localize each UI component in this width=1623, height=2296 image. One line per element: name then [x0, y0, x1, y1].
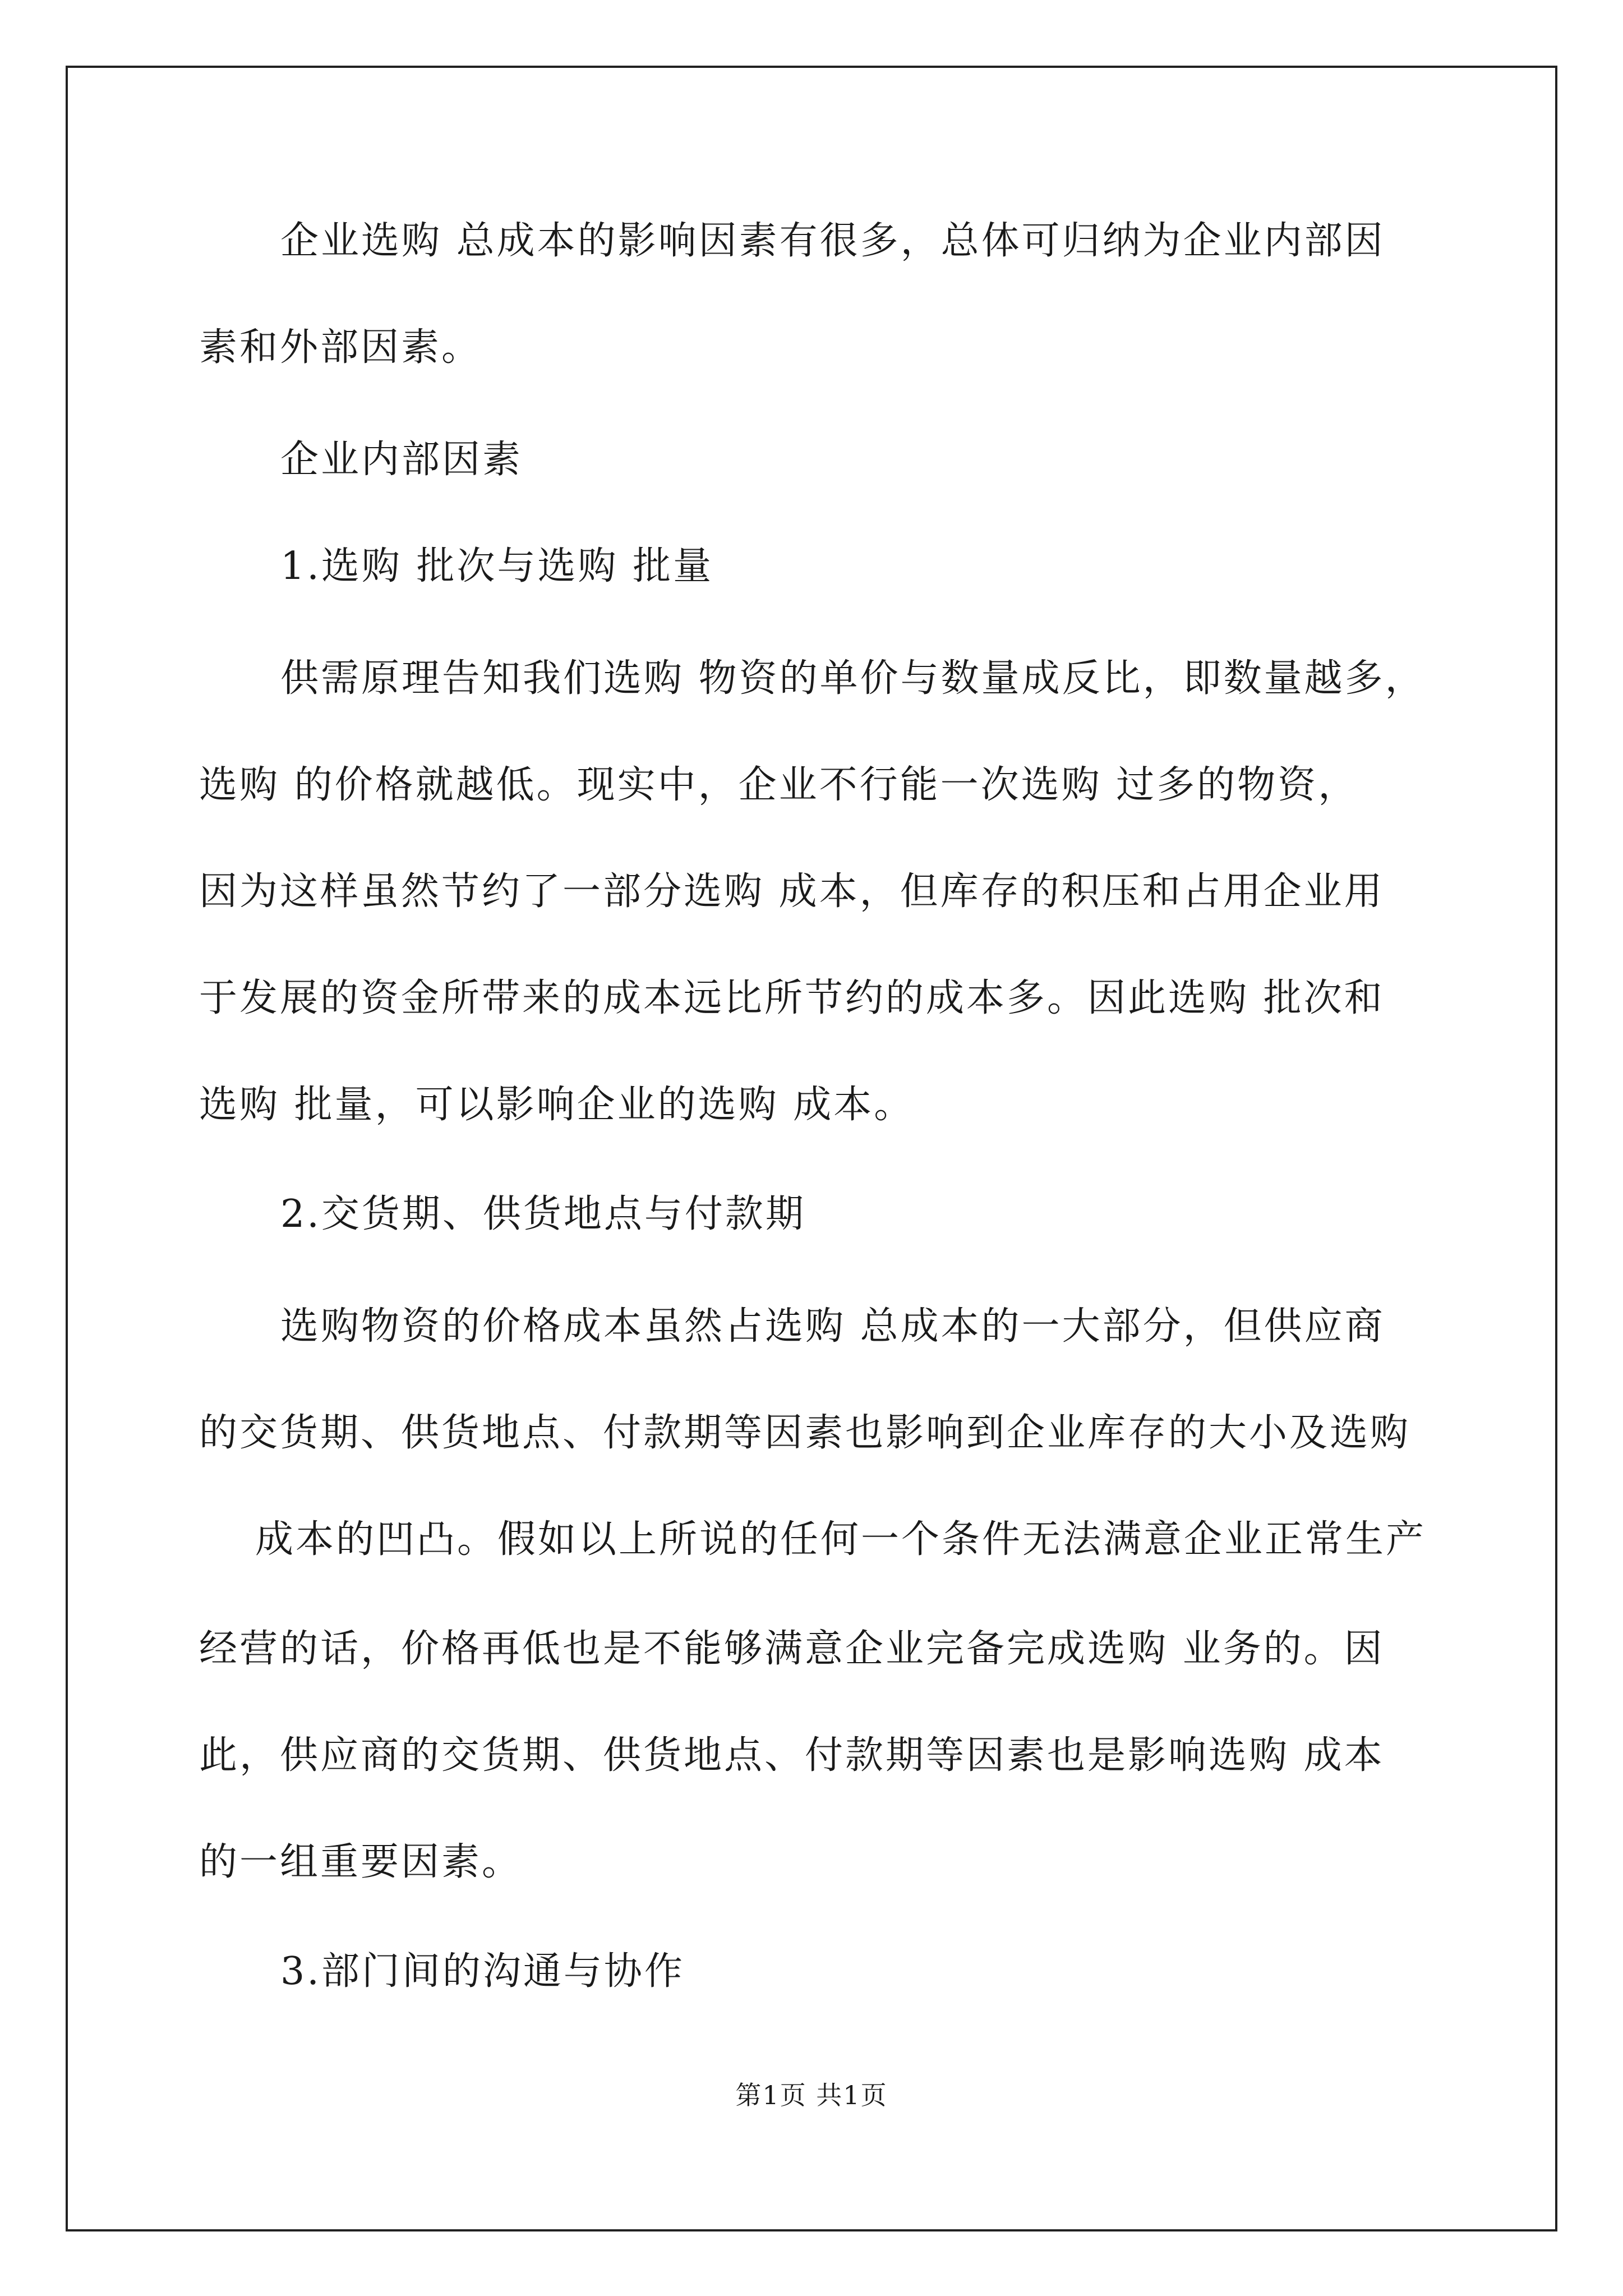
- paragraph-line: 于发展的资金所带来的成本远比所节约的成本多。因此选购 批次和: [199, 976, 1385, 1020]
- page-border: [66, 66, 1557, 2231]
- paragraph-line: 供需原理告知我们选购 物资的单价与数量成反比，即数量越多，: [280, 656, 1426, 701]
- subsection-heading: 3.部门间的沟通与协作: [280, 1949, 685, 1994]
- paragraph-line: 素和外部因素。: [199, 325, 482, 370]
- paragraph-line: 选购物资的价格成本虽然占选购 总成本的一大部分，但供应商: [280, 1304, 1385, 1349]
- paragraph-line: 因为这样虽然节约了一部分选购 成本，但库存的积压和占用企业用: [199, 869, 1385, 914]
- subsection-heading: 1.选购 批次与选购 批量: [280, 544, 714, 588]
- paragraph-line: 的一组重要因素。: [199, 1840, 523, 1884]
- page-number: 第1页 共1页: [735, 2080, 888, 2110]
- paragraph-line: 成本的凹凸。假如以上所说的任何一个条件无法满意企业正常生产: [255, 1517, 1427, 1562]
- section-heading: 企业内部因素: [280, 438, 523, 482]
- paragraph-line: 的交货期、供货地点、付款期等因素也影响到企业库存的大小及选购: [199, 1411, 1411, 1455]
- paragraph-line: 此，供应商的交货期、供货地点、付款期等因素也是影响选购 成本: [199, 1733, 1385, 1778]
- paragraph-line: 选购 批量，可以影响企业的选购 成本。: [199, 1083, 915, 1127]
- paragraph-line: 选购 的价格就越低。现实中，企业不行能一次选购 过多的物资，: [199, 763, 1359, 807]
- paragraph-line: 经营的话，价格再低也是不能够满意企业完备完成选购 业务的。因: [199, 1627, 1385, 1671]
- paragraph-line: 企业选购 总成本的影响因素有很多，总体可归纳为企业内部因: [280, 219, 1385, 263]
- subsection-heading: 2.交货期、供货地点与付款期: [280, 1192, 806, 1236]
